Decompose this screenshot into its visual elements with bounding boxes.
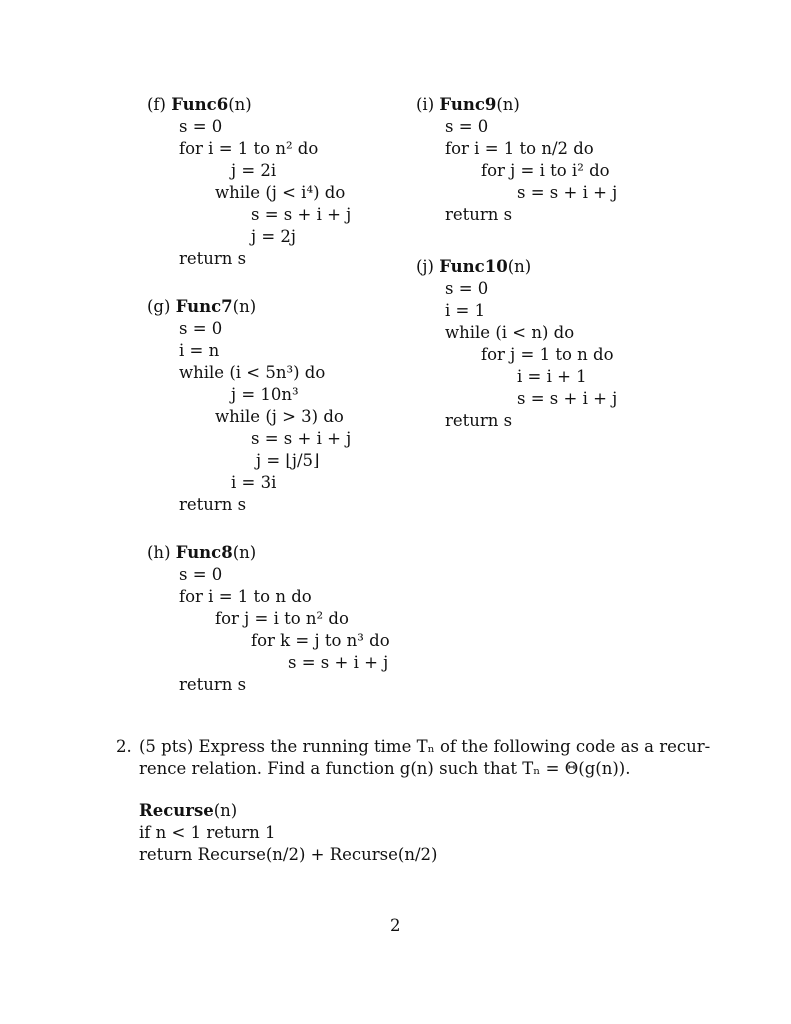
func6-name: Func6 bbox=[171, 95, 229, 114]
func6-line: s = 0 bbox=[179, 117, 223, 136]
func10-header bbox=[416, 256, 531, 278]
func8-line: return s bbox=[179, 675, 247, 694]
func7-header bbox=[147, 296, 256, 318]
func8-arg: (n) bbox=[232, 543, 257, 562]
func6-line: s = s + i + j bbox=[251, 205, 352, 224]
func10-line: s = s + i + j bbox=[517, 389, 618, 408]
func8-line: s = 0 bbox=[179, 565, 223, 584]
func6-header bbox=[147, 94, 252, 116]
func6-line: j = 2i bbox=[231, 161, 277, 180]
page-number: 2 bbox=[390, 916, 401, 935]
func8-line: for i = 1 to n do bbox=[179, 587, 312, 606]
func6-label: (f) bbox=[147, 95, 166, 114]
func6-line: j = 2j bbox=[251, 227, 297, 246]
func9-header bbox=[416, 94, 520, 116]
func7-line: s = s + i + j bbox=[251, 429, 352, 448]
func7-line: while (i < 5n³) do bbox=[179, 363, 326, 382]
func7-line: while (j > 3) do bbox=[215, 407, 344, 426]
func10-label: (j) bbox=[416, 257, 434, 276]
func9-name: Func9 bbox=[439, 95, 497, 114]
func8-header bbox=[147, 542, 256, 564]
question-2-text-line-1: (5 pts) Express the running time Tₙ of the following code as a recur- bbox=[139, 737, 711, 756]
func10-line: while (i < n) do bbox=[445, 323, 575, 342]
func8-line: s = s + i + j bbox=[288, 653, 389, 672]
func8-line: for k = j to n³ do bbox=[251, 631, 390, 650]
func7-label: (g) bbox=[147, 297, 171, 316]
func10-line: return s bbox=[445, 411, 513, 430]
func8-line: for j = i to n² do bbox=[215, 609, 349, 628]
question-2-number: 2. bbox=[116, 737, 132, 756]
func9-label: (i) bbox=[416, 95, 435, 114]
func7-line: i = 3i bbox=[231, 473, 277, 492]
func10-line: for j = 1 to n do bbox=[481, 345, 614, 364]
func10-name: Func10 bbox=[439, 257, 508, 276]
func9-line: for i = 1 to n/2 do bbox=[445, 139, 594, 158]
func7-name: Func7 bbox=[175, 297, 233, 316]
func8-label: (h) bbox=[147, 543, 171, 562]
func7-line: s = 0 bbox=[179, 319, 223, 338]
recurse-arg: (n) bbox=[213, 801, 238, 820]
func7-line: j = 10n³ bbox=[231, 385, 299, 404]
func7-line: return s bbox=[179, 495, 247, 514]
func10-line: i = 1 bbox=[445, 301, 486, 320]
func6-line: while (j < i⁴) do bbox=[215, 183, 346, 202]
func9-line: for j = i to i² do bbox=[481, 161, 610, 180]
func7-line: j = ⌊j/5⌋ bbox=[256, 451, 320, 470]
func7-arg: (n) bbox=[232, 297, 257, 316]
func9-line: s = s + i + j bbox=[517, 183, 618, 202]
func6-arg: (n) bbox=[228, 95, 252, 114]
func6-line: return s bbox=[179, 249, 247, 268]
question-2-text-line-2: rence relation. Find a function g(n) such that Tₙ = Θ(g(n)). bbox=[139, 759, 631, 778]
recurse-line: if n < 1 return 1 bbox=[139, 823, 276, 842]
recurse-line: return Recurse(n/2) + Recurse(n/2) bbox=[139, 845, 438, 864]
func9-line: return s bbox=[445, 205, 513, 224]
func9-line: s = 0 bbox=[445, 117, 489, 136]
func8-name: Func8 bbox=[175, 543, 233, 562]
func10-line: s = 0 bbox=[445, 279, 489, 298]
func9-arg: (n) bbox=[496, 95, 520, 114]
func10-arg: (n) bbox=[507, 257, 532, 276]
func6-line: for i = 1 to n² do bbox=[179, 139, 319, 158]
recurse-name: Recurse bbox=[139, 801, 214, 820]
func10-line: i = i + 1 bbox=[517, 367, 587, 386]
recurse-header bbox=[139, 800, 237, 822]
func7-line: i = n bbox=[179, 341, 220, 360]
